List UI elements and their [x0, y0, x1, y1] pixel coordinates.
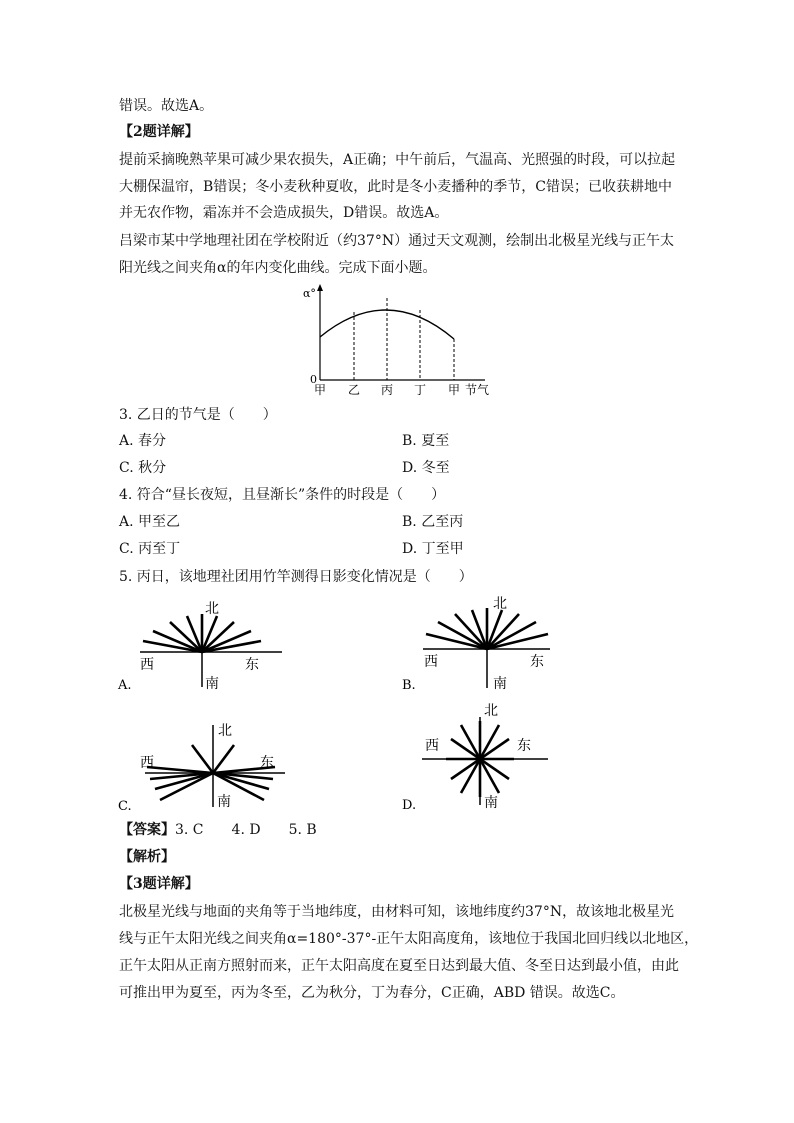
option-b[interactable]: B. 乙至丙	[402, 514, 464, 530]
south-label: 南	[493, 676, 507, 692]
west-label: 西	[140, 657, 154, 673]
option-c[interactable]: C. 秋分	[119, 460, 167, 476]
north-label: 北	[493, 596, 507, 612]
y-axis-arrow	[317, 284, 323, 291]
tick-label: 丙	[381, 383, 394, 397]
question-stem: 4. 符合“昼长夜短，且昼渐长”条件的时段是（ ）	[119, 487, 446, 503]
shadow-diagram-c[interactable]	[115, 715, 290, 815]
option-b[interactable]: B. 夏至	[402, 433, 450, 449]
text-line: 正午太阳从正南方照射而来，正午太阳高度在夏至日达到最大值、冬至日达到最小值，由此	[119, 958, 679, 974]
north-label: 北	[484, 703, 498, 719]
shadow-lines	[426, 608, 548, 649]
text-line: 线与正午太阳光线之间夹角α=180°-37°-正午太阳高度角，该地位于我国北回归线以北地区，	[119, 931, 699, 947]
tick-label: 甲	[448, 383, 461, 397]
shadow-diagram-a[interactable]	[115, 595, 290, 695]
tick-label: 甲	[314, 383, 327, 397]
text-line: 可推出甲为夏至，丙为冬至，乙为秋分，丁为春分，C正确，ABD 错误。故选C。	[119, 985, 625, 1001]
east-label: 东	[517, 738, 531, 754]
answer-item: 3. C	[175, 822, 204, 838]
east-label: 东	[245, 657, 259, 673]
option-c[interactable]: C. 丙至丁	[119, 541, 181, 557]
shadow-diagram-b[interactable]	[398, 592, 558, 696]
text-line: 提前采摘晚熟苹果可减少果农损失，A正确；中午前后，气温高、光照强的时段，可以拉起	[119, 152, 676, 168]
answer-line	[119, 820, 317, 840]
north-label: 北	[218, 723, 232, 739]
option-d[interactable]: D. 冬至	[402, 460, 450, 476]
question-stem: 5. 丙日，该地理社团用竹竿测得日影变化情况是（ ）	[119, 569, 473, 585]
west-label: 西	[424, 654, 438, 670]
shadow-lines	[143, 614, 261, 652]
section-heading: 【3题详解】	[119, 876, 199, 892]
text-line: 大棚保温帘，B错误；冬小麦秋种夏收，此时是冬小麦播种的季节，C错误；已收获耕地中	[119, 179, 672, 195]
option-label: B.	[402, 678, 416, 693]
option-label: D.	[402, 798, 417, 813]
analysis-heading: 【解析】	[119, 849, 175, 865]
east-label: 东	[260, 755, 274, 771]
south-label: 南	[205, 676, 219, 692]
y-axis-label: α°	[303, 287, 316, 300]
x-axis-label: 节气	[465, 383, 490, 397]
north-label: 北	[205, 601, 219, 617]
text-line: 错误。故选A。	[119, 98, 214, 114]
option-d[interactable]: D. 丁至甲	[402, 541, 464, 557]
shadow-lines	[446, 721, 514, 797]
tick-label: 丁	[414, 383, 427, 397]
answer-label: 【答案】	[119, 822, 175, 838]
west-label: 西	[140, 755, 154, 771]
shadow-diagram-d[interactable]	[398, 697, 558, 815]
east-label: 东	[530, 654, 544, 670]
text-line: 阳光线之间夹角α的年内变化曲线。完成下面小题。	[119, 260, 437, 276]
origin-label: 0	[310, 373, 317, 386]
answer-item: 5. B	[288, 822, 317, 838]
alpha-curve-chart	[290, 282, 500, 400]
question-stem: 3. 乙日的节气是（ ）	[119, 407, 277, 423]
south-label: 南	[217, 794, 231, 810]
option-label: C.	[118, 799, 132, 814]
section-heading: 【2题详解】	[119, 124, 199, 140]
option-label: A.	[118, 678, 132, 693]
option-a[interactable]: A. 春分	[119, 433, 167, 449]
south-label: 南	[484, 795, 498, 811]
answer-item: 4. D	[231, 822, 261, 838]
text-line: 并无农作物，霜冻并不会造成损失，D错误。故选A。	[119, 205, 449, 221]
tick-label: 乙	[348, 383, 361, 397]
text-line: 北极星光线与地面的夹角等于当地纬度，由材料可知，该地纬度约37°N，故该地北极星光	[119, 904, 675, 920]
option-a[interactable]: A. 甲至乙	[119, 514, 181, 530]
text-line: 吕梁市某中学地理社团在学校附近（约37°N）通过天文观测，绘制出北极星光线与正午太	[119, 233, 675, 249]
west-label: 西	[425, 738, 439, 754]
